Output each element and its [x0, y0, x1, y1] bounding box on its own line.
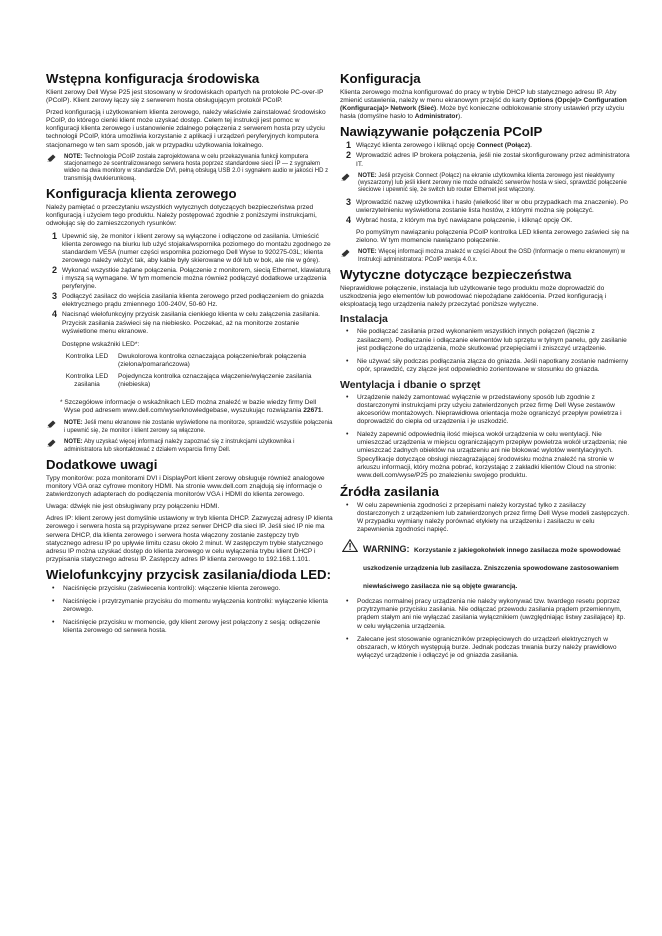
- paragraph: Przed konfiguracją i użytkowaniem klienta zerowego, należy właściwie zainstalować środowisko PCoIP, do którego cienki klient może uzyskać dostęp. Celem tej instrukcji jest pomoc w konfiguracji klienta zerowego i ustanowienie zdalnego połączenia z serwerem hosta przy użyciu technologii PCoIP, która umożliwia korzystanie z aplikacji i urządzeń peryferyjnych komputera stacjonarnego w ten sam sposób, jak w przypadku użytkowania lokalnego.: [46, 109, 326, 149]
- list-item: • W celu zapewnienia zgodności z przepisami należy korzystać tylko z zasilaczy dostarczonych z urządzeniem lub zatwierdzonych przez firmę Dell Wyse modeli zastępczych. W przypadku wymiany należy porównać etykiety na urządzeniu i zasilaczu w celu zapewnienia zgodności napięć.: [340, 502, 630, 534]
- section-title-power-sources: Źródła zasilania: [340, 483, 439, 499]
- paragraph: Klienta zerowego można konfigurować do pracy w trybie DHCP lub statycznego adresu IP. Aby zmienić ustawienia, należy w menu ekranowym przejść do karty Options (Opcje)> Configuration (Konfiguracja)> Network (Sieć). Może być konieczne odblokowanie strony ustawień przy użyciu hasła (domyślne hasło to Administrator).: [340, 89, 627, 121]
- setup-steps: [46, 230, 333, 336]
- ventilation-list: [340, 394, 630, 480]
- led-table: [62, 353, 333, 393]
- list-item: 1 Włączyć klienta zerowego i kliknąć opcję Connect (Połącz).: [346, 140, 532, 151]
- note: NOTE: Więcej informacji można znaleźć w części About the OSD (Informacje o menu ekranowym) w Instrukcji administratora: PCoIP wersja 4.0.x.: [340, 249, 630, 264]
- power-list-continued: [340, 598, 630, 660]
- list-item: 4 Nacisnąć wielofunkcyjny przycisk zasilania cienkiego klienta w celu załączenia zasilania. Przycisk zasilania zaświeci się na niebiesko. Poczekać, aż na monitorze zostanie wyświetlone menu ekranowe.: [52, 309, 321, 335]
- table-row: Kontrolka LED zasilania Pojedyncza kontrolka oznaczająca włączenie/wyłączenie zasilania (niebieska): [65, 372, 312, 389]
- power-list: [340, 502, 630, 534]
- section-title-zero-client-setup: Konfiguracja klienta zerowego: [46, 186, 237, 202]
- left-column: [46, 72, 333, 640]
- section-title-safety: Wytyczne dotyczące bezpieczeństwa: [340, 267, 572, 283]
- power-button-list: [46, 585, 333, 635]
- section-title-configuration: Konfiguracja: [340, 71, 421, 86]
- subheading-installation: Instalacja: [340, 313, 388, 326]
- pencil-note-icon: [46, 439, 57, 448]
- pencil-note-icon: [46, 420, 57, 429]
- list-item: • Urządzenie należy zamontować wyłącznie w przedstawiony sposób lub zgodnie z dostarczonymi instrukcjami przy użyciu zatwierdzonych przez firmę Dell Wyse zestawów akcesoriów montażowych. Nieprawidłowa orientacja może ograniczyć przepływ powietrza i doprowadzić do ciepła od urządzenia i je uszkodzić.: [340, 394, 630, 426]
- section-title-power-button: Wielofunkcyjny przycisk zasilania/dioda LED:: [46, 566, 331, 582]
- paragraph: Nieprawidłowe połączenie, instalacja lub użytkowanie tego produktu może doprowadzić do uszkodzenia jego elementów lub powodować niepożądane zakłócenia. Przed konfiguracją i eksploatacją tego urządzenia należy przeczytać poniższe wytyczne.: [340, 285, 607, 309]
- paragraph: Należy pamiętać o przeczytaniu wszystkich wytycznych dotyczących bezpieczeństwa przed konfiguracją i użyciem tego produktu. Należy postępować zgodnie z poniższymi instrukcjami, odwołując się do zamieszczonych rysunków:: [46, 204, 317, 228]
- table-row: Kontrolka LED Dwukolorowa kontrolka oznaczająca połączenie/brak połączenia (zielona/pomarańczowa): [65, 352, 307, 368]
- subheading-ventilation: Wentylacja i dbanie o sprzęt: [340, 378, 481, 391]
- pencil-note-icon: [340, 249, 351, 258]
- pencil-note-icon: [46, 154, 57, 163]
- section-title-pcoip-connection: Nawiązywanie połączenia PCoIP: [340, 124, 543, 140]
- paragraph: Adres IP: klient zerowy jest domyślnie ustawiony w tryb klienta DHCP. Zazwyczaj adresy IP klienta zerowego i serwera hosta są przypisywane przez serwer DHCP dla sieci IP. Jeśli sieć IP nie ma serwera DHCP, dla klienta zerowego i serwera hosta włączony zostanie zastępczy tryb statycznego adresu IP po upływie limitu czasu około 2 minut. W zastępczym trybie statycznego adresu IP można uzyskać dostęp do klienta zerowego w celu wyłączenia trybu klient DHCP i przypisania statycznego adresu IP. Zastępczy adres IP klienta zerowego to 192.168.1.101.: [46, 515, 333, 563]
- list-item: • Naciśnięcie przycisku w momencie, gdy klient zerowy jest połączony z sesją: odłączenie klienta zerowego od serwera hosta.: [46, 619, 333, 635]
- list-item: • Naciśnięcie i przytrzymanie przycisku do momentu wyłączenia kontrolki: wyłączenie klienta zerowego.: [46, 598, 333, 614]
- paragraph: Klient zerowy Dell Wyse P25 jest stosowany w środowiskach opartych na protokole PC-over-IP (PCoIP). Klient zerowy łączy się z serwerem hosta obsługującym protokół PCoIP.: [46, 89, 324, 105]
- note: NOTE: Aby uzyskać więcej informacji należy zapoznać się z instrukcjami użytkownika i administratora lub skontaktować z działem wsparcia firmy Dell.: [46, 439, 333, 454]
- list-item: • Należy zapewnić odpowiednią ilość miejsca wokół urządzenia w celu wentylacji. Nie umieszczać urządzenia w miejscu ograniczającym przepływ powietrza wokół urządzenia; nie umieszczać żadnych obiektów na urządzeniu ani nie blokować wylotów wentylacyjnych. Specyfikacje dotyczące obsługi niezagrażającej środowisku można znaleźć na stronie w arkuszu informacji, który można pobrać, korzystając z zakładki klientów Cloud na stronie: www.dell.com/wyse/P25 po znalezieniu swojego produktu.: [340, 431, 630, 480]
- paragraph: Typy monitorów: poza monitorami DVI i DisplayPort klient zerowy obsługuje również analogowe monitory VGA oraz cyfrowe monitory HDMI. Na stronie www.dell.com znajdują się informacje o zatwierdzonych adapterach do podłączenia monitorów VGA i HDMI do klienta zerowego.: [46, 474, 325, 499]
- list-item: 2 Wykonać wszystkie żądane połączenia. Połączenie z monitorem, siecią Ethernet, klawiaturą i myszą są wymagane. W tym momencie można również podłączyć dodatkowe urządzenia peryferyjne.: [52, 264, 331, 291]
- note: NOTE: Jeśli menu ekranowe nie zostanie wyświetlone na monitorze, sprawdzić wszystkie połączenia i upewnić się, że monitor i klient zerowy są włączone.: [46, 420, 333, 435]
- warning-triangle-icon: [342, 539, 358, 552]
- note: NOTE: Jeśli przycisk Connect (Połącz) na ekranie użytkownika klienta zerowego jest nieaktywny (wyszarzony) lub jeśli klient zerowy nie może odnaleźć serwerów hosta w sieci, sprawdzić połączenie sieciowe i upewnić się, że switch lub router Ethernet jest włączony.: [340, 173, 630, 195]
- list-item: 4 Wybrać hosta, z którym ma być nawiązane połączenie, i kliknąć opcję OK.: [346, 215, 573, 226]
- connection-steps-continued: [340, 196, 630, 226]
- paragraph: Uwaga: dźwięk nie jest obsługiwany przy połączeniu HDMI.: [46, 503, 220, 511]
- list-item: 3 Wprowadzić nazwę użytkownika i hasło (wielkość liter w obu przypadkach ma znaczenie). Po uwierzytelnieniu wyświetlona zostanie lista hostów, z którymi można się połączyć.: [346, 196, 628, 214]
- paragraph: Po pomyślnym nawiązaniu połączenia PCoIP kontrolka LED klienta zerowego zaświeci się na zielono. W tym momencie nawiązano połączenie.: [356, 229, 629, 245]
- note: NOTE: Technologia PCoIP została zaprojektowana w celu przekazywania funkcji komputera stacjonarnego ze scentralizowanego serwera hosta poprzez standardowe sieci IP — z sygnałem wideo na dwa monitory w standardzie DVI, pełną obsługą USB 2.0 i sygnałem audio w jakości HD z transmisją dwukierunkową.: [46, 154, 333, 184]
- right-column: [340, 72, 630, 665]
- led-header: Dostępne wskaźniki LED*:: [62, 340, 140, 348]
- list-item: • Naciśnięcie przycisku (zaświecenia kontrolki): włączenie klienta zerowego.: [46, 585, 333, 593]
- installation-list: [340, 328, 630, 373]
- list-item: 1 Upewnić się, że monitor i klient zerowy są wyłączone i odłączone od zasilania. Umieścić klienta zerowego na biurku lub użyć stojaka/wspornika poziomego do montażu zgodnego ze standardem VESA (numer części wspornika poziomego Dell Wyse to 920275-03L; klienta zerowego należy włożyć tak, aby kable były skierowane w dół lub w bok, ale nie w górę).: [52, 230, 331, 264]
- warning: WARNING: Korzystanie z jakiegokolwiek innego zasilacza może spowodować uszkodzenie urządzenia lub zasilacza. Zniszczenia spowodowane zastosowaniem niewłaściwego zasilacza nie są objęte gwarancją.: [340, 539, 630, 593]
- section-title-additional-notes: Dodatkowe uwagi: [46, 456, 158, 472]
- connection-steps: [340, 142, 630, 168]
- pencil-note-icon: [340, 173, 351, 182]
- list-item: 3 Podłączyć zasilacz do wejścia zasilania klienta zerowego przed podłączeniem do gniazda elektrycznego prądu zmiennego 100-240V, 50-60 Hz.: [52, 291, 324, 309]
- list-item: • Zalecane jest stosowanie ograniczników przepięciowych do urządzeń elektrycznych w obszarach, w których występują burze. Jednak podczas trwania burzy należy prawidłowo wyłączyć urządzenie i odłączyć je od gniazda zasilania.: [340, 636, 630, 660]
- footnote: * Szczegółowe informacje o wskaźnikach LED można znaleźć w bazie wiedzy firmy Dell Wyse pod adresem www.dell.com/wyse/knowledgebase, wyszukując rozwiązania 22671.: [60, 399, 324, 415]
- list-item: 2 Wprowadzić adres IP brokera połączenia, jeśli nie został skonfigurowany przez administratora IT.: [346, 150, 630, 168]
- list-item: • Nie używać siły podczas podłączania złącza do gniazda. Jeśli napotkany zostanie nadmierny opór, sprawdzić, czy złącze jest odpowiednio zorientowane w stosunku do gniazda.: [340, 358, 630, 374]
- section-title-initial-setup: Wstępna konfiguracja środowiska: [46, 71, 260, 86]
- list-item: • Podczas normalnej pracy urządzenia nie należy wykonywać tzw. twardego resetu poprzez przytrzymanie przycisku zasilania. Nie odłączać przewodu zasilania prądem przemiennym, prądem stałym ani nie wyłączać zasilania wyłącznikiem (uwzględniając listwy zasilające) itp. w celu wyłączenia urządzenia.: [340, 598, 630, 630]
- list-item: • Nie podłączać zasilania przed wykonaniem wszystkich innych połączeń (łącznie z zasilaczem). Podłączanie i odłączanie elementów lub sprzętu w tylnym panelu, gdy zasilanie jest podłączone do urządzenia, może skutkować przepięciami i zniszczyć urządzenie.: [340, 328, 630, 352]
